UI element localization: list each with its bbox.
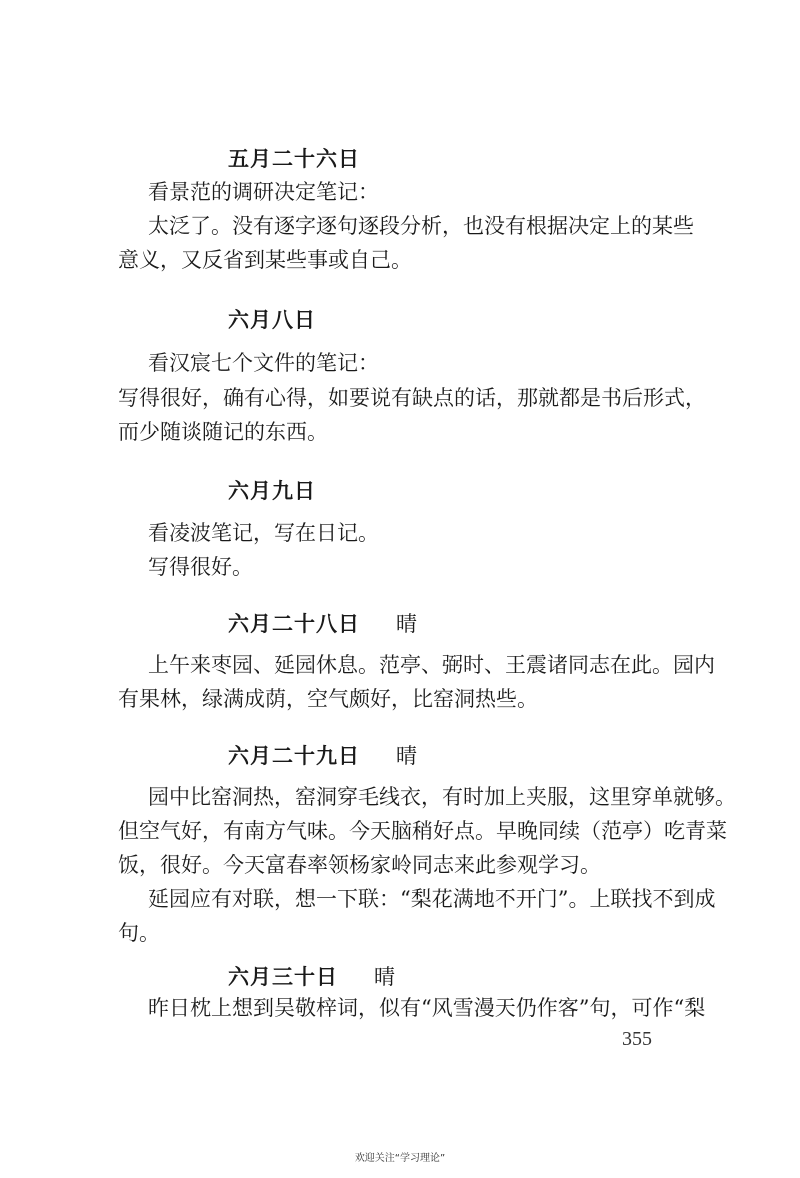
text-line: 看景范的调研决定笔记： <box>148 180 379 204</box>
entry-date-heading: 六月二十九日 晴 <box>228 743 418 768</box>
text-line: 写得很好，确有心得，如要说有缺点的话，那就都是书后形式， <box>118 386 706 410</box>
text-line: 饭，很好。今天富春率领杨家岭同志来此参观学习。 <box>118 853 601 877</box>
text-line: 有果林，绿满成荫，空气颇好，比窑洞热些。 <box>118 687 538 711</box>
text-line: 太泛了。没有逐字逐句逐段分析，也没有根据决定上的某些 <box>148 214 694 238</box>
entry-date-heading: 六月三十日 晴 <box>228 964 396 989</box>
weather-label: 晴 <box>374 965 396 989</box>
entry-date-heading: 六月八日 <box>228 307 316 332</box>
text-line: 看凌波笔记，写在日记。 <box>148 521 379 545</box>
weather-label: 晴 <box>396 612 418 636</box>
text-line: 句。 <box>118 921 160 945</box>
footer-text: 欢迎关注“学习理论” <box>354 1153 446 1164</box>
text-line: 园中比窑洞热，窑洞穿毛线衣，有时加上夹服，这里穿单就够。 <box>148 785 736 809</box>
text-line: 看汉宸七个文件的笔记： <box>148 351 379 375</box>
weather-label: 晴 <box>396 744 418 768</box>
text-line: 意义，又反省到某些事或自己。 <box>118 248 412 272</box>
text-line: 昨日枕上想到吴敬梓词，似有“风雪漫天仍作客”句，可作“梨 <box>148 996 706 1020</box>
text-line: 写得很好。 <box>148 555 253 579</box>
text-line: 延园应有对联，想一下联：“梨花满地不开门”。上联找不到成 <box>148 887 716 911</box>
entry-date-heading: 五月二十六日 <box>228 146 360 171</box>
text-line: 上午来枣园、延园休息。范亭、弼时、王震诸同志在此。园内 <box>148 653 715 677</box>
entry-date-heading: 六月九日 <box>228 478 316 503</box>
entry-date-heading: 六月二十八日 晴 <box>228 611 418 636</box>
text-line: 而少随谈随记的东西。 <box>118 420 328 444</box>
text-line: 但空气好，有南方气味。今天脑稍好点。早晚同续（范亭）吃青菜 <box>118 819 727 843</box>
page-number: 355 <box>622 1028 652 1050</box>
